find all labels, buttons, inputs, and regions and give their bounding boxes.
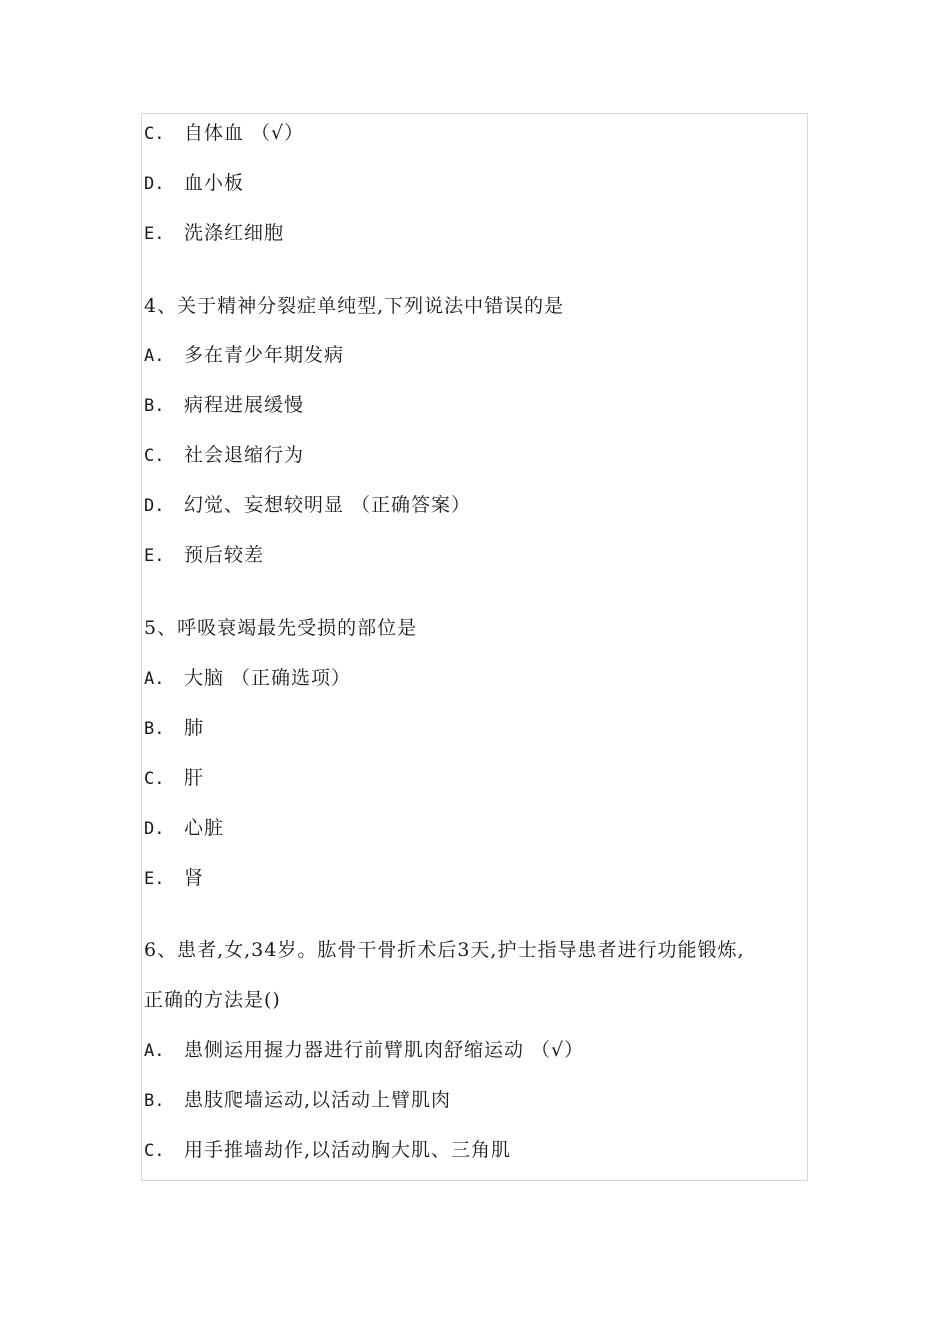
option-letter: D.: [144, 174, 165, 194]
question-5: [144, 616, 417, 640]
option-4-b: [144, 393, 304, 418]
option-text: 预后较差: [184, 544, 265, 566]
option-text: 病程进展缓慢: [184, 394, 305, 416]
option-5-e: [144, 866, 204, 891]
option-letter: E.: [144, 224, 165, 244]
question-text: 4、关于精神分裂症单纯型,下列说法中错误的是: [144, 295, 565, 317]
option-text: 患肢爬墙运动,以活动上臂肌肉: [184, 1089, 452, 1111]
question-text: 5、呼吸衰竭最先受损的部位是: [144, 617, 418, 639]
option-text: 肝: [184, 767, 205, 789]
option-text: 自体血 （√）: [184, 122, 305, 144]
option-6-c: [144, 1138, 511, 1163]
option-text: 患侧运用握力器进行前臂肌肉舒缩运动 （√）: [184, 1039, 585, 1061]
option-text: 大脑 （正确选项）: [184, 667, 352, 689]
option-3-d: [144, 171, 244, 196]
question-text: 6、患者,女,34岁。肱骨干骨折术后3天,护士指导患者进行功能锻炼,: [144, 939, 745, 961]
option-letter: C.: [144, 446, 165, 466]
option-3-e: [144, 221, 284, 246]
option-4-c: [144, 443, 304, 468]
option-letter: C.: [144, 1141, 165, 1161]
option-4-d: [144, 493, 471, 518]
option-3-c: [144, 121, 304, 146]
option-letter: C.: [144, 769, 165, 789]
question-4: [144, 294, 564, 318]
option-letter: C.: [144, 124, 165, 144]
question-6-line-1: [144, 938, 745, 962]
option-4-a: [144, 343, 344, 368]
option-letter: B.: [144, 719, 165, 739]
option-text: 洗涤红细胞: [184, 222, 285, 244]
option-4-e: [144, 543, 264, 568]
option-text: 用手推墙劫作,以活动胸大肌、三角肌: [184, 1139, 512, 1161]
option-text: 肾: [184, 867, 205, 889]
option-6-b: [144, 1088, 451, 1113]
option-text: 幻觉、妄想较明显 （正确答案）: [184, 494, 472, 516]
option-letter: B.: [144, 396, 165, 416]
option-5-b: [144, 716, 204, 741]
option-letter: B.: [144, 1091, 165, 1111]
option-letter: E.: [144, 869, 165, 889]
option-5-d: [144, 816, 224, 841]
option-5-c: [144, 766, 204, 791]
option-6-a: [144, 1038, 584, 1063]
option-letter: A.: [144, 346, 165, 366]
question-6-line-2: [144, 988, 281, 1012]
option-letter: A.: [144, 1041, 165, 1061]
option-letter: E.: [144, 546, 165, 566]
option-text: 肺: [184, 717, 205, 739]
option-text: 多在青少年期发病: [184, 344, 345, 366]
option-letter: D.: [144, 819, 165, 839]
option-text: 心脏: [184, 817, 225, 839]
option-5-a: [144, 666, 351, 691]
option-letter: A.: [144, 669, 165, 689]
option-text: 血小板: [184, 172, 245, 194]
question-text: 正确的方法是(): [144, 989, 281, 1011]
page-frame: [141, 113, 808, 1181]
option-letter: D.: [144, 496, 165, 516]
option-text: 社会退缩行为: [184, 444, 305, 466]
